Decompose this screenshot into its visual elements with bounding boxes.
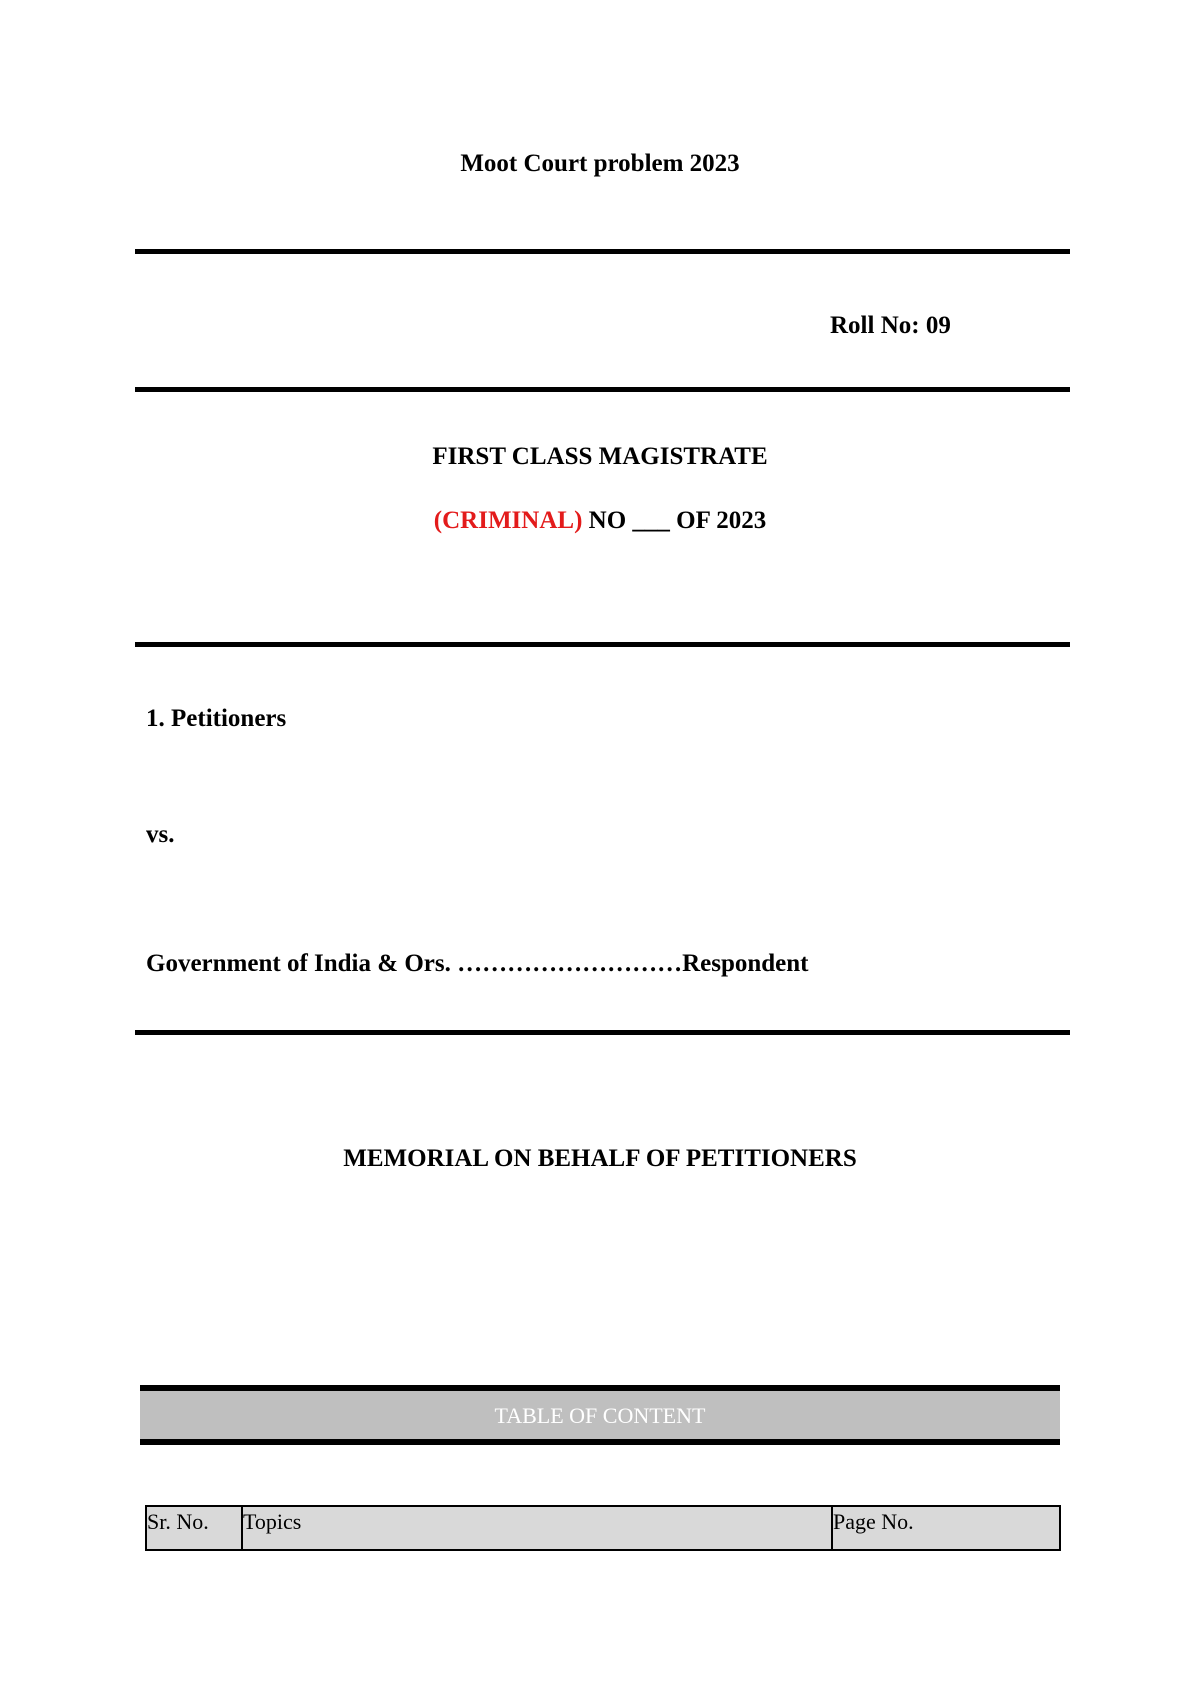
- toc-heading-band: [140, 1385, 1060, 1445]
- document-title: Moot Court problem 2023: [460, 150, 740, 177]
- respondent-line: Government of India & Ors. ………………………Respondent: [146, 950, 809, 977]
- toc-header-row: [146, 1506, 1060, 1550]
- toc-col-sr-no: Sr. No.: [146, 1506, 242, 1550]
- divider-1: [135, 249, 1070, 254]
- court-name: FIRST CLASS MAGISTRATE: [432, 443, 768, 470]
- divider-2: [135, 387, 1070, 392]
- roll-number: Roll No: 09: [830, 312, 951, 339]
- memorial-title: MEMORIAL ON BEHALF OF PETITIONERS: [343, 1145, 857, 1172]
- petitioners-label: 1. Petitioners: [146, 705, 287, 732]
- case-type: (CRIMINAL): [433, 507, 583, 534]
- case-number: NO ___ OF 2023: [582, 507, 767, 534]
- toc-heading: TABLE OF CONTENT: [494, 1403, 706, 1428]
- case-number-line: [0, 507, 1200, 535]
- versus-label: vs.: [146, 821, 175, 848]
- toc-table: [145, 1505, 1061, 1551]
- toc-col-topics: Topics: [242, 1506, 832, 1550]
- divider-3: [135, 642, 1070, 647]
- divider-4: [135, 1030, 1070, 1035]
- toc-col-page-no: Page No.: [832, 1506, 1060, 1550]
